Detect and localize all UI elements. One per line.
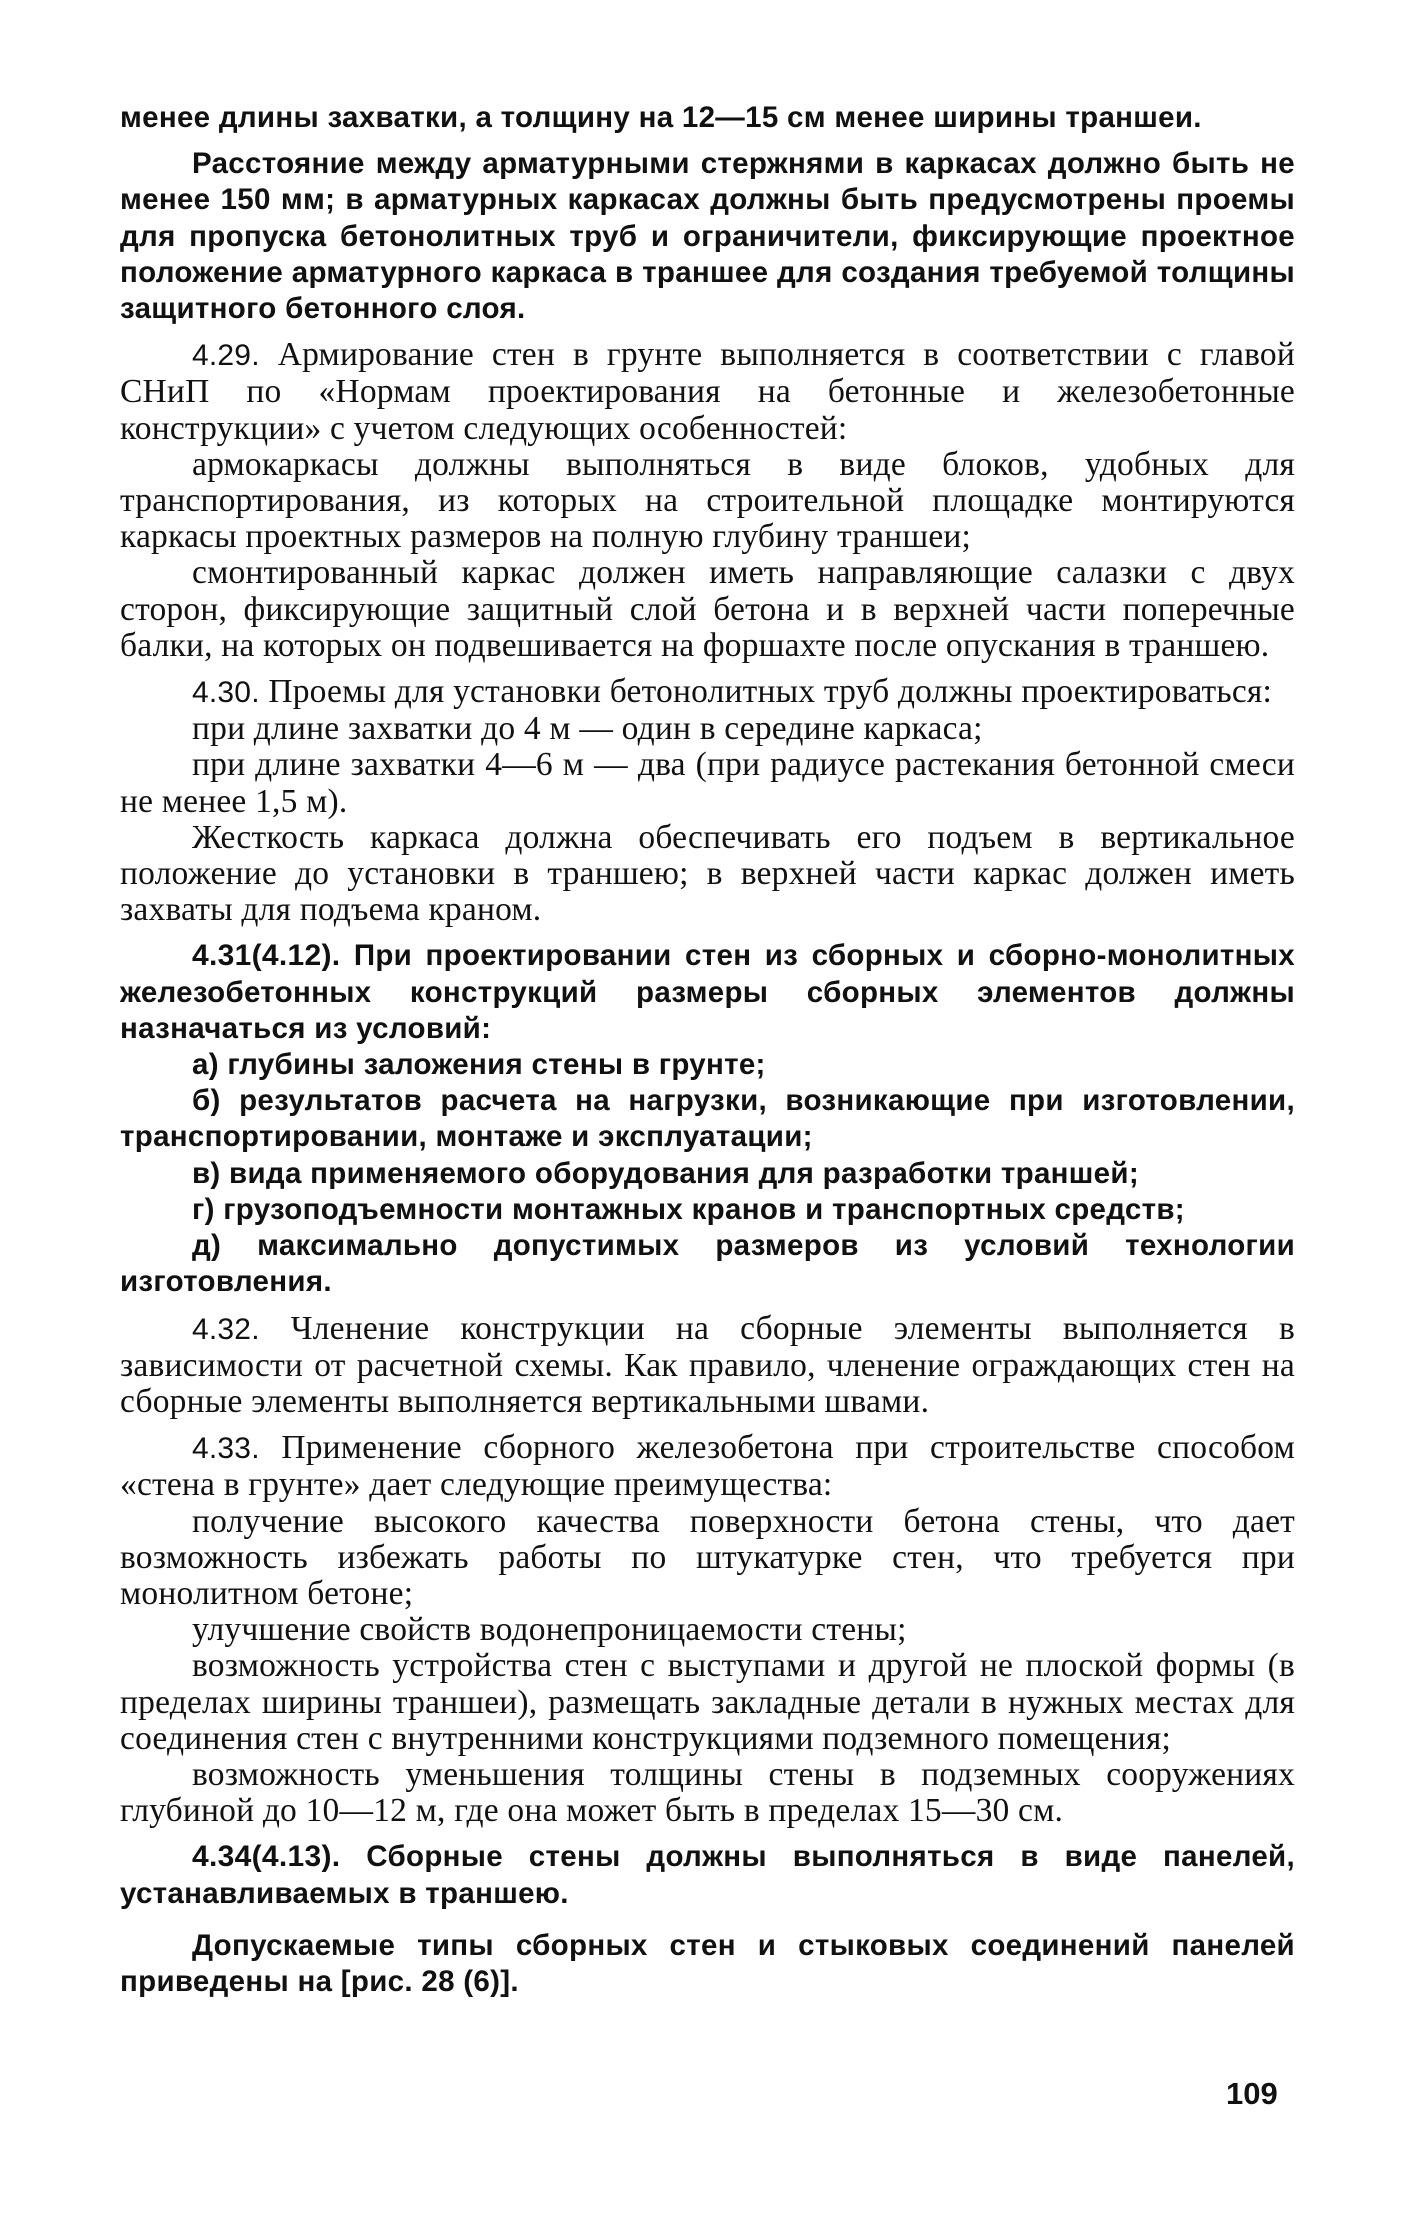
list-item: а) глубины заложения стены в грунте; — [192, 1048, 766, 1082]
paragraph-panel-types: Допускаемые типы сборных стен и стыковых соединений панелей приведены на [рис. 28 (6)]. — [120, 1928, 1295, 1998]
clause-4-29 — [120, 337, 1295, 447]
clause-4-34 — [120, 1839, 1295, 1911]
clause-text: Сборные стены должны выполняться в виде панелей, устанавливаемых в траншею. — [120, 1840, 1295, 1910]
clause-text: Применение сборного железобетона при строительстве способом «стена в грунте» дает следующие преимущества: — [120, 1429, 1295, 1504]
paragraph-rebar-spacing: Расстояние между арматурными стержнями в каркасах должно быть не менее 150 мм; в арматурных каркасах должны быть предусмотрены проемы для пропуска бетонолитных труб и ограничители, фиксирующие проектное положение арматурного каркаса в траншее для создания требуемой толщины защитного бетонного слоя. — [120, 147, 1295, 326]
page-number: 109 — [1226, 2076, 1278, 2111]
clause-text: При проектировании стен из сборных и сборно-монолитных железобетонных конструкций размеры сборных элементов должны назначаться из условий: — [120, 939, 1295, 1045]
list-item: при длине захватки до 4 м — один в середине каркаса; — [192, 710, 983, 748]
clause-4-31 — [120, 938, 1295, 1047]
clause-number: 4.29. — [192, 339, 260, 373]
list-item: смонтированный каркас должен иметь направляющие салазки с двух сторон, фиксирующие защитный слой бетона и в верхней части поперечные балки, на которых он подвешивается на форшахте после опускания в траншею. — [120, 554, 1295, 664]
clause-number: 4.33. — [192, 1432, 260, 1466]
clause-4-30 — [120, 674, 1295, 711]
clause-number: 4.32. — [192, 1312, 260, 1346]
list-item: улучшение свойств водонепроницаемости стены; — [192, 1611, 907, 1649]
list-item: при длине захватки 4—6 м — два (при радиусе растекания бетонной смеси не менее 1,5 м). — [120, 746, 1295, 820]
list-item: б) результатов расчета на нагрузки, возникающие при изготовлении, транспортировании, монтаже и эксплуатации; — [120, 1084, 1295, 1154]
paragraph-frame-rigidity: Жесткость каркаса должна обеспечивать его подъем в вертикальное положение до установки в траншею; в верхней части каркас должен иметь захваты для подъема краном. — [120, 818, 1295, 929]
clause-text: Проемы для установки бетонолитных труб должны проектироваться: — [268, 673, 1273, 711]
list-item: получение высокого качества поверхности бетона стены, что дает возможность избежать работы по штукатурке стен, что требуется при монолитном бетоне; — [120, 1502, 1295, 1612]
clause-text: Членение конструкции на сборные элементы выполняется в зависимости от расчетной схемы. Как правило, членение ограждающих стен на сборные элементы выполняется вертикальными швами. — [120, 1309, 1295, 1420]
clause-text: Армирование стен в грунте выполняется в соответствии с главой СНиП по «Нормам проектирования на бетонные и железобетонные конструкции» с учетом следующих особенностей: — [120, 336, 1295, 447]
list-item: армокаркасы должны выполняться в виде блоков, удобных для транспортирования, из которых на строительной площадке монтируются каркасы проектных размеров на полную глубину траншеи; — [120, 445, 1295, 556]
document-page — [120, 100, 1295, 2000]
clause-number: 4.30. — [192, 676, 260, 710]
clause-4-32 — [120, 1311, 1295, 1421]
list-item: возможность устройства стен с выступами и другой не плоской формы (в пределах ширины траншеи), размещать закладные детали в нужных местах для соединения стен с внутренними конструкциями подземного помещения; — [120, 1647, 1295, 1757]
list-item: г) грузоподъемности монтажных кранов и транспортных средств; — [192, 1192, 1185, 1226]
list-item: возможность уменьшения толщины стены в подземных сооружениях глубиной до 10—12 м, где она может быть в пределах 15—30 см. — [120, 1755, 1295, 1830]
clause-number: 4.31(4.12). — [192, 939, 341, 973]
clause-number: 4.34(4.13). — [192, 1840, 341, 1874]
clause-4-33 — [120, 1430, 1295, 1503]
list-item: в) вида применяемого оборудования для разработки траншей; — [192, 1156, 1139, 1190]
paragraph-continuation: менее длины захватки, а толщину на 12—15 см менее ширины траншеи. — [120, 101, 1202, 134]
list-item: д) максимально допустимых размеров из условий технологии изготовления. — [120, 1229, 1295, 1299]
